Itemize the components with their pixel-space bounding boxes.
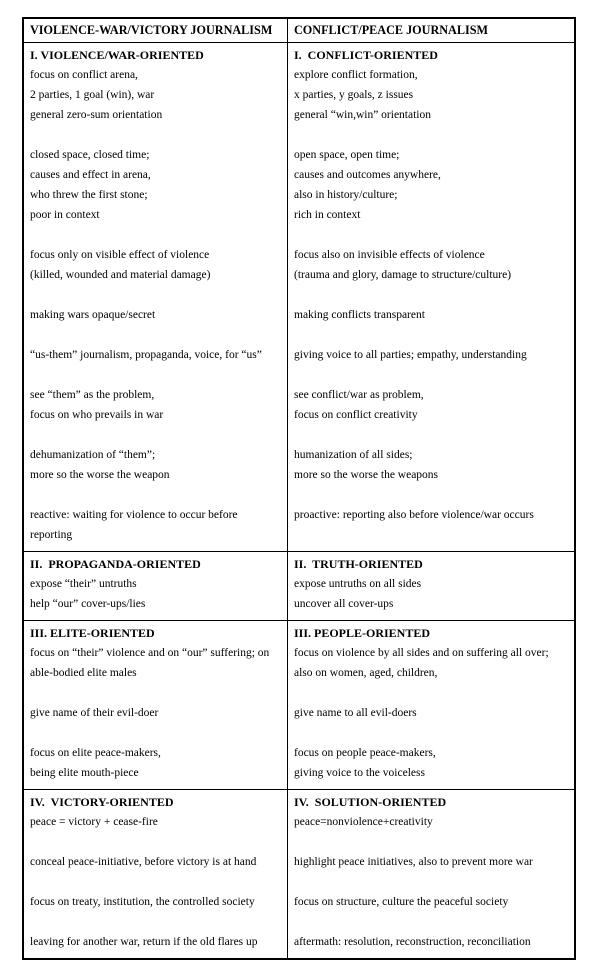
text-line: focus on treaty, institution, the controlled society <box>30 896 255 908</box>
text-line: more so the worse the weapon <box>30 469 170 481</box>
text-line: making conflicts transparent <box>294 309 425 321</box>
section-cell-right <box>288 621 574 789</box>
paragraph <box>30 643 279 683</box>
paragraph <box>30 65 279 125</box>
paragraph <box>30 305 279 325</box>
text-line: (killed, wounded and material damage) <box>30 269 211 281</box>
paragraph <box>30 574 279 614</box>
paragraph <box>294 345 566 365</box>
section-title: III. PEOPLE-ORIENTED <box>294 626 431 640</box>
text-line: focus on conflict creativity <box>294 409 418 421</box>
text-line: open space, open time; <box>294 149 400 161</box>
paragraph <box>294 743 566 783</box>
text-line: give name to all evil-doers <box>294 707 417 719</box>
text-line: see “them” as the problem, <box>30 389 155 401</box>
paragraph <box>30 932 279 952</box>
text-line: more so the worse the weapons <box>294 469 439 481</box>
paragraph <box>294 574 566 614</box>
header-right-column: CONFLICT/PEACE JOURNALISM <box>294 23 489 37</box>
text-line: focus on structure, culture the peaceful society <box>294 896 509 908</box>
text-line: leaving for another war, return if the old flares up <box>30 936 258 948</box>
text-line: humanization of all sides; <box>294 449 413 461</box>
paragraph <box>294 812 566 832</box>
text-line: dehumanization of “them”; <box>30 449 156 461</box>
text-line: see conflict/war as problem, <box>294 389 424 401</box>
paragraph <box>294 505 566 525</box>
text-line: focus only on visible effect of violence <box>30 249 210 261</box>
section-cell-right <box>288 43 574 551</box>
text-line: also on women, aged, children, <box>294 667 438 679</box>
section-title: III. ELITE-ORIENTED <box>30 626 155 640</box>
text-line: also in history/culture; <box>294 189 398 201</box>
section-row <box>24 551 574 620</box>
paragraph <box>30 703 279 723</box>
section-title: I. VIOLENCE/WAR-ORIENTED <box>30 48 204 62</box>
table-header-row <box>24 19 574 42</box>
text-line: causes and effect in arena, <box>30 169 151 181</box>
text-line: aftermath: resolution, reconstruction, reconciliation <box>294 936 531 948</box>
paragraph <box>294 245 566 285</box>
text-line: explore conflict formation, <box>294 69 418 81</box>
text-line: able-bodied elite males <box>30 667 137 679</box>
paragraph <box>294 445 566 485</box>
section-title: II. TRUTH-ORIENTED <box>294 557 423 571</box>
paragraph <box>294 65 566 125</box>
text-line: general “win,win” orientation <box>294 109 431 121</box>
text-line: “us-them” journalism, propaganda, voice, for “us” <box>30 349 262 361</box>
paragraph <box>294 145 566 225</box>
text-line: focus also on invisible effects of violence <box>294 249 485 261</box>
text-line: making wars opaque/secret <box>30 309 156 321</box>
text-line: focus on elite peace-makers, <box>30 747 161 759</box>
section-row <box>24 42 574 551</box>
section-cell-right <box>288 790 574 958</box>
section-row <box>24 620 574 789</box>
text-line: peace=nonviolence+creativity <box>294 816 433 828</box>
text-line: x parties, y goals, z issues <box>294 89 414 101</box>
text-line: focus on conflict arena, <box>30 69 138 81</box>
section-title: IV. VICTORY-ORIENTED <box>30 795 174 809</box>
text-line: giving voice to the voiceless <box>294 767 425 779</box>
text-line: focus on who prevails in war <box>30 409 164 421</box>
section-title: I. CONFLICT-ORIENTED <box>294 48 438 62</box>
text-line: highlight peace initiatives, also to prevent more war <box>294 856 533 868</box>
paragraph <box>30 145 279 225</box>
paragraph <box>294 852 566 872</box>
paragraph <box>30 505 279 545</box>
paragraph <box>30 812 279 832</box>
text-line: help “our” cover-ups/lies <box>30 598 146 610</box>
text-line: giving voice to all parties; empathy, understanding <box>294 349 527 361</box>
paragraph <box>294 703 566 723</box>
section-cell-left <box>24 621 288 789</box>
paragraph <box>294 643 566 683</box>
text-line: reactive: waiting for violence to occur before reporting <box>30 509 241 541</box>
paragraph <box>294 305 566 325</box>
text-line: 2 parties, 1 goal (win), war <box>30 89 155 101</box>
text-line: peace = victory + cease-fire <box>30 816 158 828</box>
section-title: II. PROPAGANDA-ORIENTED <box>30 557 201 571</box>
text-line: proactive: reporting also before violence/war occurs <box>294 509 534 521</box>
paragraph <box>294 932 566 952</box>
paragraph <box>30 385 279 425</box>
paragraph <box>294 892 566 912</box>
text-line: expose untruths on all sides <box>294 578 422 590</box>
paragraph <box>30 245 279 285</box>
text-line: focus on people peace-makers, <box>294 747 436 759</box>
paragraph <box>30 892 279 912</box>
section-cell-left <box>24 43 288 551</box>
text-line: who threw the first stone; <box>30 189 148 201</box>
text-line: uncover all cover-ups <box>294 598 394 610</box>
paragraph <box>30 743 279 783</box>
text-line: (trauma and glory, damage to structure/culture) <box>294 269 512 281</box>
paragraph <box>294 385 566 425</box>
text-line: give name of their evil-doer <box>30 707 159 719</box>
text-line: causes and outcomes anywhere, <box>294 169 441 181</box>
paragraph <box>30 852 279 872</box>
journalism-comparison-table <box>22 17 576 960</box>
paragraph <box>30 445 279 485</box>
section-cell-left <box>24 552 288 620</box>
section-cell-right <box>288 552 574 620</box>
text-line: closed space, closed time; <box>30 149 150 161</box>
header-left-column: VIOLENCE-WAR/VICTORY JOURNALISM <box>24 19 288 42</box>
section-row <box>24 789 574 958</box>
text-line: expose “their” untruths <box>30 578 137 590</box>
text-line: rich in context <box>294 209 361 221</box>
text-line: poor in context <box>30 209 100 221</box>
text-line: conceal peace-initiative, before victory is at hand <box>30 856 257 868</box>
paragraph <box>30 345 279 365</box>
text-line: being elite mouth-piece <box>30 767 139 779</box>
text-line: focus on violence by all sides and on suffering all over; <box>294 647 549 659</box>
section-cell-left <box>24 790 288 958</box>
text-line: focus on “their” violence and on “our” suffering; on <box>30 647 270 659</box>
text-line: general zero-sum orientation <box>30 109 163 121</box>
section-title: IV. SOLUTION-ORIENTED <box>294 795 447 809</box>
